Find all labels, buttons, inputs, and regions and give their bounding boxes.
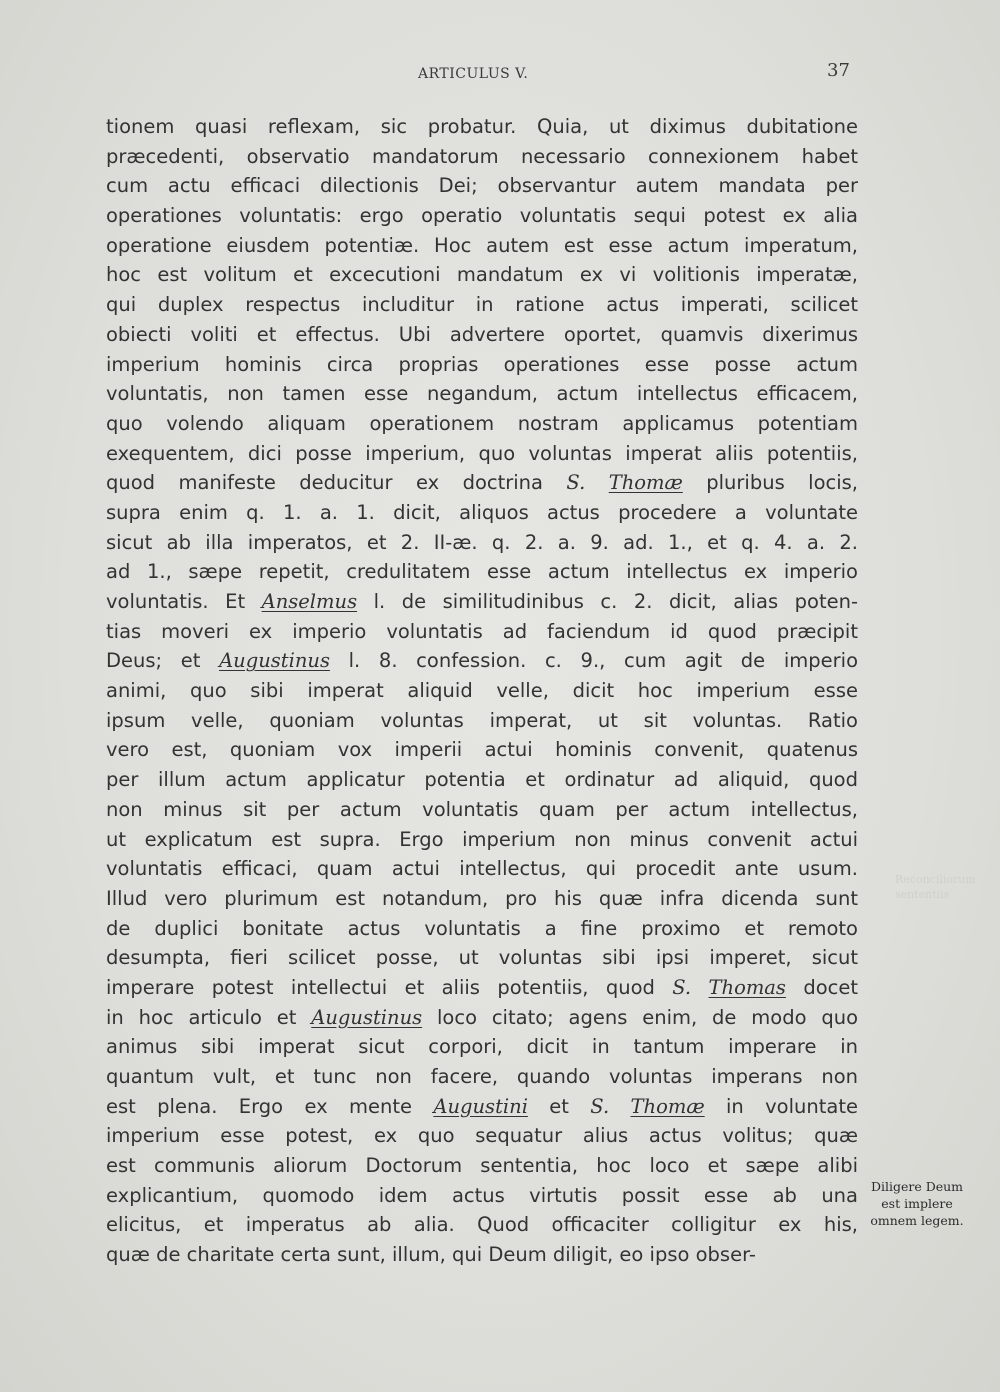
faded-margin-note-line: sententiis [895,888,950,901]
page-header [0,60,1000,84]
text-line: animus sibi imperat sicut corpori, dicit in tantum imperare in [106,1035,858,1059]
text-line: ut explicatum est supra. Ergo imperium non minus convenit actui [106,827,858,851]
margin-note-line: omnem legem. [870,1213,964,1228]
text-line: tias moveri ex imperio voluntatis ad faciendum id quod præcipit [106,619,858,643]
text-line: est communis aliorum Doctorum sententia, hoc loco et sæpe alibi [106,1154,858,1178]
text-line: desumpta, fieri scilicet posse, ut voluntas sibi ipsi imperet, sicut [106,946,858,970]
text-line: in hoc articulo et Augustinus loco citato; agens enim, de modo quo [106,1005,859,1029]
cited-name: Augustinus [311,1005,423,1029]
text-line: quo volendo aliquam operationem nostram applicamus potentiam [106,411,858,435]
text-line: imperium hominis circa proprias operationes esse posse actum [106,352,858,376]
text-line: non minus sit per actum voluntatis quam per actum intellectus, [106,797,858,821]
text-line: animi, quo sibi imperat aliquid velle, dicit hoc imperium esse [106,679,858,703]
text-line: Illud vero plurimum est notandum, pro his quæ infra dicenda sunt [106,886,858,910]
faded-margin-note-line: Reconciliorum [895,873,976,886]
text-line: imperare potest intellectui et aliis potentiis, quod S. Thomas docet [106,975,858,999]
italic-text: S. [672,975,692,999]
text-line: sicut ab illa imperatos, et 2. II-æ. q. 2. a. 9. ad. 1., et q. 4. a. 2. [106,530,858,554]
margin-note-line: Diligere Deum [870,1179,964,1194]
text-line: obiecti voliti et effectus. Ubi advertere oportet, quamvis dixerimus [106,322,858,346]
text-line: vero est, quoniam vox imperii actui hominis convenit, quatenus [106,738,858,762]
text-line: operatione eiusdem potentiæ. Hoc autem est esse actum imperatum, [106,233,858,257]
text-line: qui duplex respectus includitur in ratione actus imperati, scilicet [106,293,858,317]
italic-text: S. [590,1094,610,1118]
text-line: cum actu efficaci dilectionis Dei; observantur autem mandata per [106,174,858,198]
text-line: per illum actum applicatur potentia et ordinatur ad aliquid, quod [106,768,858,792]
text-line: ipsum velle, quoniam voluntas imperat, ut sit voluntas. Ratio [106,708,858,732]
text-line: quod manifeste deducitur ex doctrina S. Thomæ pluribus locis, [106,471,858,495]
text-line: quantum vult, et tunc non facere, quando voluntas imperans non [106,1065,858,1088]
italic-text: S. [566,471,586,495]
margin-note-line: est implere [881,1196,953,1211]
text-line: hoc est volitum et excecutioni mandatum ex vi volitionis imperatæ, [106,263,858,287]
cited-name: Augustinus [219,649,330,673]
cited-name: Anselmus [261,590,358,613]
text-line: est plena. Ergo ex mente Augustini et S. Thomæ in voluntate [106,1094,858,1118]
text-line: voluntatis. Et Anselmus l. de similitudinibus c. 2. dicit, alias poten- [106,590,858,613]
text-line: de duplici bonitate actus voluntatis a fine proximo et remoto [106,916,858,940]
cited-name: Thomæ [608,471,683,495]
text-line: exequentem, dici posse imperium, quo voluntas imperat aliis potentiis, [106,441,858,465]
text-line: voluntatis efficaci, quam actui intellectus, qui procedit ante usum. [106,857,858,881]
text-line: tionem quasi reflexam, sic probatur. Quia, ut diximus dubitatione [106,115,858,138]
cited-name: Thomæ [630,1094,705,1118]
faded-margin-note [895,872,975,902]
text-line: operationes voluntatis: ergo operatio voluntatis sequi potest ex alia [106,204,858,228]
text-line: explicantium, quomodo idem actus virtutis possit esse ab una [106,1183,858,1207]
text-line: quæ de charitate certa sunt, illum, qui Deum diligit, eo ipso obser- [106,1243,756,1267]
text-line: supra enim q. 1. a. 1. dicit, aliquos actus procedere a voluntate [106,500,858,524]
text-line: Deus; et Augustinus l. 8. confession. c. 9., cum agit de imperio [106,649,858,673]
cited-name: Augustini [433,1094,528,1118]
text-line: præcedenti, observatio mandatorum necessario connexionem habet [106,144,858,168]
page-number: 37 [827,60,850,81]
text-line: imperium esse potest, ex quo sequatur alius actus volitus; quæ [106,1124,858,1148]
text-line: ad 1., sæpe repetit, credulitatem esse actum intellectus ex imperio [106,560,858,584]
running-title: ARTICULUS V. [418,66,529,82]
text-line: elicitus, et imperatus ab alia. Quod officaciter colligitur ex his, [106,1213,858,1237]
margin-note [860,1178,974,1229]
text-line: voluntatis, non tamen esse negandum, actum intellectus efficacem, [106,382,858,406]
cited-name: Thomas [708,975,786,999]
body-text [106,112,858,1270]
